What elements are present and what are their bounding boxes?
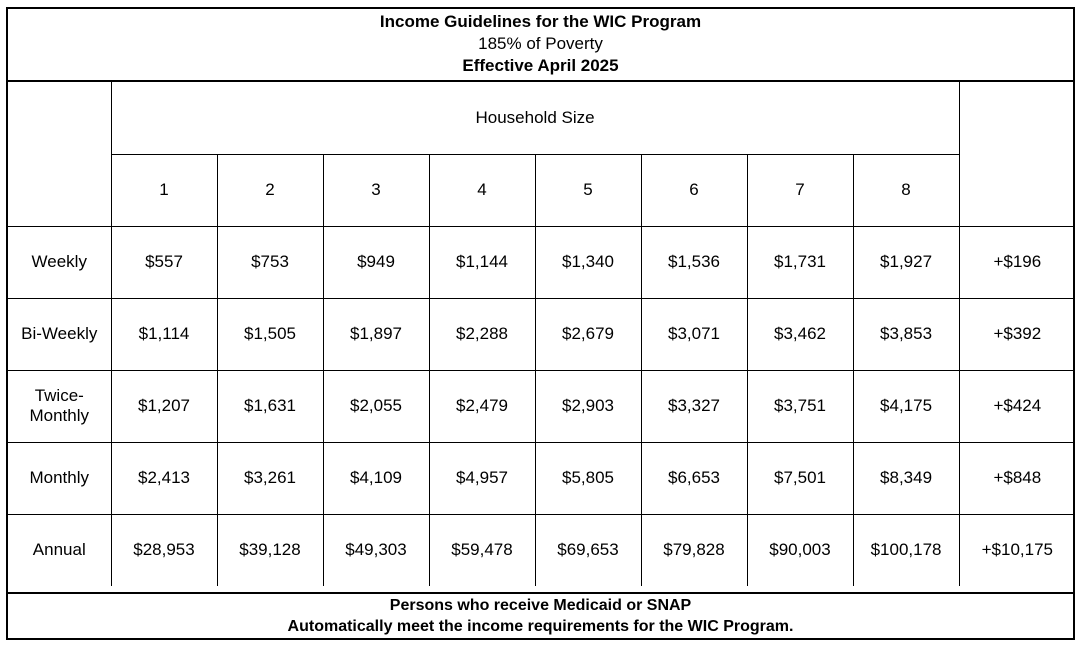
household-size-4: 4 bbox=[429, 154, 535, 226]
row-label bbox=[8, 514, 111, 586]
income-value-cell: $8,349 bbox=[853, 442, 959, 514]
income-value-cell: $6,653 bbox=[641, 442, 747, 514]
household-size-6: 6 bbox=[641, 154, 747, 226]
table-row bbox=[8, 370, 1075, 442]
income-value-cell: $49,303 bbox=[323, 514, 429, 586]
page-title: Income Guidelines for the WIC Program bbox=[379, 12, 702, 31]
table-row bbox=[8, 298, 1075, 370]
income-value-cell: $4,109 bbox=[323, 442, 429, 514]
income-value-cell: $1,631 bbox=[217, 370, 323, 442]
income-value-cell: $28,953 bbox=[111, 514, 217, 586]
income-value-cell: $90,003 bbox=[747, 514, 853, 586]
additional-member-header-cell bbox=[959, 82, 1075, 226]
income-value-cell: $2,288 bbox=[429, 298, 535, 370]
income-value-cell: $3,071 bbox=[641, 298, 747, 370]
income-value-cell: $3,327 bbox=[641, 370, 747, 442]
income-value-cell: $557 bbox=[111, 226, 217, 298]
row-label-text: Monthly bbox=[29, 468, 90, 487]
income-value-cell: $1,207 bbox=[111, 370, 217, 442]
income-value-cell: $1,340 bbox=[535, 226, 641, 298]
income-value-cell: $1,897 bbox=[323, 298, 429, 370]
page-subtitle: 185% of Poverty bbox=[478, 34, 603, 53]
income-value-cell: $753 bbox=[217, 226, 323, 298]
household-size-5: 5 bbox=[535, 154, 641, 226]
income-value-cell: $5,805 bbox=[535, 442, 641, 514]
household-size-3: 3 bbox=[323, 154, 429, 226]
table-row bbox=[8, 226, 1075, 298]
footer-line-1: Persons who receive Medicaid or SNAP bbox=[389, 597, 692, 614]
income-table-body bbox=[8, 82, 1075, 586]
income-value-cell: $1,927 bbox=[853, 226, 959, 298]
additional-member-cell: +$848 bbox=[959, 442, 1075, 514]
income-value-cell: $4,957 bbox=[429, 442, 535, 514]
income-value-cell: $2,055 bbox=[323, 370, 429, 442]
row-label bbox=[8, 298, 111, 370]
row-label-text: Weekly bbox=[31, 252, 87, 271]
income-value-cell: $2,413 bbox=[111, 442, 217, 514]
additional-member-cell: +$10,175 bbox=[959, 514, 1075, 586]
income-value-cell: $59,478 bbox=[429, 514, 535, 586]
additional-member-cell: +$392 bbox=[959, 298, 1075, 370]
corner-cell bbox=[8, 82, 111, 226]
income-value-cell: $7,501 bbox=[747, 442, 853, 514]
row-label-text: Bi-Weekly bbox=[21, 324, 98, 343]
income-value-cell: $2,479 bbox=[429, 370, 535, 442]
row-label bbox=[8, 226, 111, 298]
income-value-cell: $1,114 bbox=[111, 298, 217, 370]
household-size-2: 2 bbox=[217, 154, 323, 226]
table-header bbox=[8, 9, 1073, 82]
income-value-cell: $100,178 bbox=[853, 514, 959, 586]
income-value-cell: $79,828 bbox=[641, 514, 747, 586]
household-size-8: 8 bbox=[853, 154, 959, 226]
row-label bbox=[8, 370, 111, 442]
income-value-cell: $69,653 bbox=[535, 514, 641, 586]
income-value-cell: $1,536 bbox=[641, 226, 747, 298]
effective-date: Effective April 2025 bbox=[462, 56, 619, 75]
income-value-cell: $1,144 bbox=[429, 226, 535, 298]
income-value-cell: $2,679 bbox=[535, 298, 641, 370]
table-row bbox=[8, 514, 1075, 586]
income-guidelines-table-frame bbox=[6, 7, 1075, 640]
income-value-cell: $2,903 bbox=[535, 370, 641, 442]
table-row bbox=[8, 442, 1075, 514]
income-value-cell: $3,261 bbox=[217, 442, 323, 514]
income-value-cell: $3,853 bbox=[853, 298, 959, 370]
household-size-header-row bbox=[8, 82, 1075, 154]
additional-member-cell: +$196 bbox=[959, 226, 1075, 298]
row-label-text: Twice- Monthly bbox=[29, 386, 90, 425]
income-value-cell: $39,128 bbox=[217, 514, 323, 586]
row-label-text: Annual bbox=[32, 540, 86, 560]
income-value-cell: $3,462 bbox=[747, 298, 853, 370]
household-size-1: 1 bbox=[111, 154, 217, 226]
table-footer bbox=[8, 592, 1073, 638]
row-label bbox=[8, 442, 111, 514]
income-value-cell: $4,175 bbox=[853, 370, 959, 442]
income-value-cell: $1,505 bbox=[217, 298, 323, 370]
household-size-numbers-row bbox=[8, 154, 1075, 226]
income-value-cell: $1,731 bbox=[747, 226, 853, 298]
income-table bbox=[8, 82, 1075, 586]
household-size-7: 7 bbox=[747, 154, 853, 226]
income-value-cell: $3,751 bbox=[747, 370, 853, 442]
additional-member-cell: +$424 bbox=[959, 370, 1075, 442]
household-size-header: Household Size bbox=[111, 82, 959, 154]
footer-line-2: Automatically meet the income requirements for the WIC Program. bbox=[287, 618, 794, 635]
income-value-cell: $949 bbox=[323, 226, 429, 298]
